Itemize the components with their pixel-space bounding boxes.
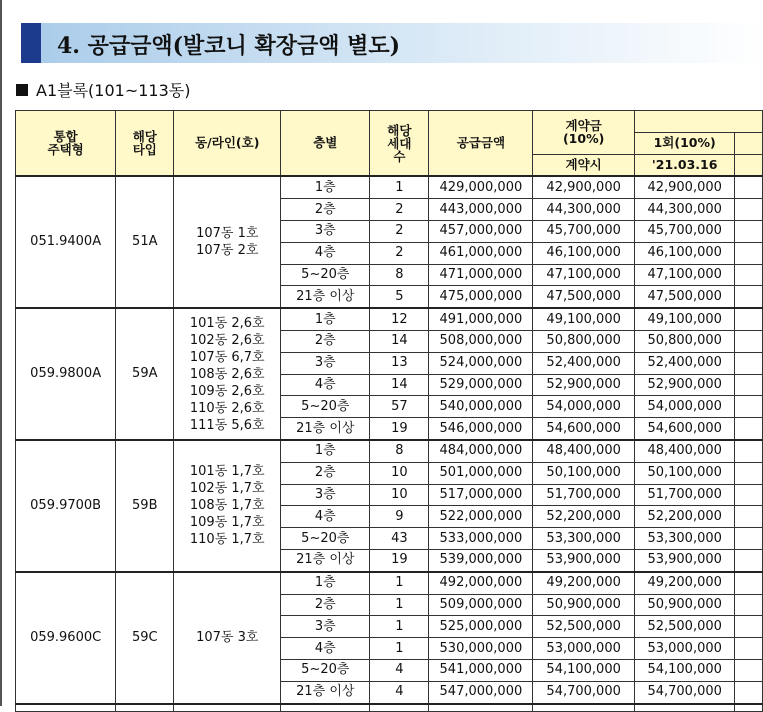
header-households-label: 해당 세대 수 [387,122,412,164]
cell-install2-partial [735,572,763,594]
cell-households: 1 [370,638,429,660]
dong-line-entry: 110동 1,7호 [189,532,265,548]
cell-floor: 1층 [281,440,370,462]
price-table [15,110,763,712]
header-deposit [533,111,634,155]
header-dong-line: 동/라인(호) [174,111,281,177]
cell-households: 8 [370,440,429,462]
dong-line-entry: 102동 2,6호 [189,332,265,348]
cell-households: 8 [370,264,429,286]
cell-floor: 4층 [281,638,370,660]
cell-deposit: 47,500,000 [533,286,634,308]
dong-line-entry: 111동 5,6호 [189,417,265,433]
cell-type-group: 059.9800A [16,308,116,440]
cell-price: 546,000,000 [429,418,533,440]
dong-line-entry: 108동 1,7호 [189,498,265,514]
block-subtitle [16,78,190,101]
cell-floor: 3층 [281,616,370,638]
cell-install1: 54,700,000 [634,681,735,703]
table-row [16,308,763,330]
cell-households: 5 [370,286,429,308]
cell-deposit: 54,700,000 [533,681,634,703]
cell-households: 19 [370,549,429,571]
cell-price: 517,000,000 [429,484,533,506]
cell-install2-partial [735,374,763,396]
cell-households: 2 [370,199,429,221]
header-install1: 1회(10%) [634,132,735,154]
cell-price: 484,000,000 [429,440,533,462]
cell-price: 533,000,000 [429,528,533,550]
cell-floor: 5~20층 [281,396,370,418]
cell-deposit: 52,500,000 [533,616,634,638]
cell-floor: 4층 [281,506,370,528]
cell-install2-partial [735,330,763,352]
cell-households: 2 [370,242,429,264]
cell-deposit: 49,100,000 [533,308,634,330]
table-row [16,176,763,198]
cell-install2-partial [735,176,763,198]
cell-install1: 49,100,000 [634,308,735,330]
cell-install1: 54,600,000 [634,418,735,440]
cell-price: 508,000,000 [429,330,533,352]
cell-dong-line [174,308,281,440]
cell-cutoff [634,704,735,712]
header-deposit-label: 계약금 (10%) [562,118,605,147]
cell-type-group: 059.9700B [16,440,116,572]
cell-install1: 52,400,000 [634,352,735,374]
cell-install1: 45,700,000 [634,220,735,242]
cell-deposit: 53,300,000 [533,528,634,550]
cell-floor: 21층 이상 [281,681,370,703]
cell-floor: 1층 [281,176,370,198]
cell-install2-partial [735,681,763,703]
cell-install2-partial [735,528,763,550]
cell-install1: 52,200,000 [634,506,735,528]
cell-install2-partial [735,506,763,528]
cell-install1: 52,500,000 [634,616,735,638]
header-type-label: 해당 타입 [132,129,157,158]
cell-deposit: 50,800,000 [533,330,634,352]
cell-households: 4 [370,681,429,703]
cell-households: 13 [370,352,429,374]
cell-install1: 48,400,000 [634,440,735,462]
cell-deposit: 47,100,000 [533,264,634,286]
header-floor: 층별 [281,111,370,177]
title-accent-bar [21,23,41,63]
cell-price: 443,000,000 [429,199,533,221]
cell-households: 4 [370,659,429,681]
cell-install1: 53,000,000 [634,638,735,660]
cell-price: 539,000,000 [429,549,533,571]
dong-line-entry: 108동 2,6호 [189,366,265,382]
cell-install2-partial [735,616,763,638]
cell-price: 541,000,000 [429,659,533,681]
cell-deposit: 52,400,000 [533,352,634,374]
cell-install2-partial [735,199,763,221]
cell-price: 457,000,000 [429,220,533,242]
cell-price: 461,000,000 [429,242,533,264]
header-type [116,111,174,177]
cell-households: 1 [370,594,429,616]
cell-install1: 42,900,000 [634,176,735,198]
cell-install1: 51,700,000 [634,484,735,506]
dong-line-entry: 107동 1호 [196,226,259,242]
cell-price: 547,000,000 [429,681,533,703]
section-title: 4. 공급금액(발코니 확장금액 별도) [57,33,401,59]
cell-type: 59C [116,572,174,704]
cell-households: 43 [370,528,429,550]
cell-floor: 4층 [281,374,370,396]
cell-install1: 50,900,000 [634,594,735,616]
table-header-row [16,111,763,133]
cell-deposit: 46,100,000 [533,242,634,264]
cell-households: 12 [370,308,429,330]
header-price: 공급금액 [429,111,533,177]
cell-install1: 50,100,000 [634,462,735,484]
cell-households: 10 [370,462,429,484]
cell-dong-line [174,440,281,572]
cell-floor: 5~20층 [281,264,370,286]
dong-line-entry: 109동 2,6호 [189,383,265,399]
dong-line-entry: 101동 2,6호 [189,315,265,331]
cell-deposit: 54,600,000 [533,418,634,440]
cell-install1: 44,300,000 [634,199,735,221]
square-bullet-icon [16,84,28,96]
cell-households: 57 [370,396,429,418]
cell-deposit: 52,200,000 [533,506,634,528]
header-install2-date-partial [735,154,763,176]
cell-install2-partial [735,418,763,440]
cell-floor: 2층 [281,594,370,616]
cell-cutoff [735,704,763,712]
section-title-banner [21,23,763,63]
cell-install2-partial [735,462,763,484]
cell-price: 522,000,000 [429,506,533,528]
cell-install1: 54,000,000 [634,396,735,418]
cell-install1: 47,500,000 [634,286,735,308]
cell-floor: 5~20층 [281,659,370,681]
cell-cutoff [16,704,116,712]
cell-floor: 4층 [281,242,370,264]
header-deposit-when: 계약시 [533,154,634,176]
cell-price: 501,000,000 [429,462,533,484]
cell-type-group: 051.9400A [16,176,116,308]
cell-households: 1 [370,176,429,198]
cell-type: 51A [116,176,174,308]
header-type-group-label: 통합 주택형 [47,129,84,158]
dong-line-entry: 109동 1,7호 [189,515,265,531]
cell-install2-partial [735,286,763,308]
cell-households: 10 [370,484,429,506]
cell-install1: 49,200,000 [634,572,735,594]
cell-install2-partial [735,659,763,681]
cell-cutoff [370,704,429,712]
cell-install1: 50,800,000 [634,330,735,352]
cell-install2-partial [735,242,763,264]
cell-deposit: 54,000,000 [533,396,634,418]
cell-install2-partial [735,220,763,242]
cell-install1: 53,300,000 [634,528,735,550]
header-install2-partial [735,132,763,154]
cell-deposit: 53,000,000 [533,638,634,660]
cell-floor: 1층 [281,308,370,330]
cell-type: 59A [116,308,174,440]
cell-cutoff [281,704,370,712]
cell-households: 1 [370,616,429,638]
cell-deposit: 53,900,000 [533,549,634,571]
cell-install2-partial [735,352,763,374]
dong-line-entry: 107동 2호 [196,243,259,259]
cell-dong-line [174,176,281,308]
cell-deposit: 42,900,000 [533,176,634,198]
cell-install2-partial [735,440,763,462]
cell-cutoff [533,704,634,712]
cell-install2-partial [735,308,763,330]
cell-price: 471,000,000 [429,264,533,286]
cell-floor: 3층 [281,220,370,242]
cell-price: 524,000,000 [429,352,533,374]
cell-households: 19 [370,418,429,440]
header-type-group [16,111,116,177]
cell-floor: 2층 [281,462,370,484]
dong-line-entry: 107동 6,7호 [189,349,265,365]
cell-floor: 2층 [281,199,370,221]
dong-line-entry: 102동 1,7호 [189,481,265,497]
table-row [16,572,763,594]
cell-households: 14 [370,374,429,396]
cell-cutoff [116,704,174,712]
cell-price: 429,000,000 [429,176,533,198]
cell-price: 492,000,000 [429,572,533,594]
cell-price: 475,000,000 [429,286,533,308]
cell-price: 491,000,000 [429,308,533,330]
dong-line-entry: 107동 3호 [196,630,259,646]
cell-price: 530,000,000 [429,638,533,660]
cell-cutoff [429,704,533,712]
cell-deposit: 51,700,000 [533,484,634,506]
cell-deposit: 49,200,000 [533,572,634,594]
cell-install2-partial [735,264,763,286]
header-install1-date: '21.03.16 [634,154,735,176]
table-row [16,440,763,462]
dong-line-entry: 101동 1,7호 [189,464,265,480]
cell-cutoff [174,704,281,712]
cell-floor: 3층 [281,352,370,374]
cell-deposit: 48,400,000 [533,440,634,462]
cell-type-group: 059.9600C [16,572,116,704]
cell-deposit: 52,900,000 [533,374,634,396]
cell-install1: 52,900,000 [634,374,735,396]
cell-deposit: 44,300,000 [533,199,634,221]
cell-price: 540,000,000 [429,396,533,418]
cell-dong-line [174,572,281,704]
cell-floor: 21층 이상 [281,286,370,308]
cell-floor: 3층 [281,484,370,506]
header-install-group [634,111,762,133]
cell-install1: 46,100,000 [634,242,735,264]
cell-floor: 1층 [281,572,370,594]
cell-install2-partial [735,396,763,418]
cell-households: 14 [370,330,429,352]
cell-floor: 21층 이상 [281,418,370,440]
cell-install2-partial [735,549,763,571]
header-households [370,111,429,177]
cell-install2-partial [735,484,763,506]
cell-floor: 21층 이상 [281,549,370,571]
cell-deposit: 45,700,000 [533,220,634,242]
cell-install2-partial [735,594,763,616]
dong-line-entry: 110동 2,6호 [189,400,265,416]
cell-floor: 5~20층 [281,528,370,550]
cell-install1: 53,900,000 [634,549,735,571]
cell-deposit: 50,900,000 [533,594,634,616]
cell-install2-partial [735,638,763,660]
cell-households: 9 [370,506,429,528]
cell-price: 529,000,000 [429,374,533,396]
cell-type: 59B [116,440,174,572]
cell-deposit: 50,100,000 [533,462,634,484]
cell-price: 509,000,000 [429,594,533,616]
cell-households: 2 [370,220,429,242]
cell-price: 525,000,000 [429,616,533,638]
cell-households: 1 [370,572,429,594]
table-row-cutoff [16,704,763,712]
cell-install1: 47,100,000 [634,264,735,286]
cell-deposit: 54,100,000 [533,659,634,681]
cell-install1: 54,100,000 [634,659,735,681]
block-subtitle-text: A1블록(101~113동) [36,81,191,100]
cell-floor: 2층 [281,330,370,352]
